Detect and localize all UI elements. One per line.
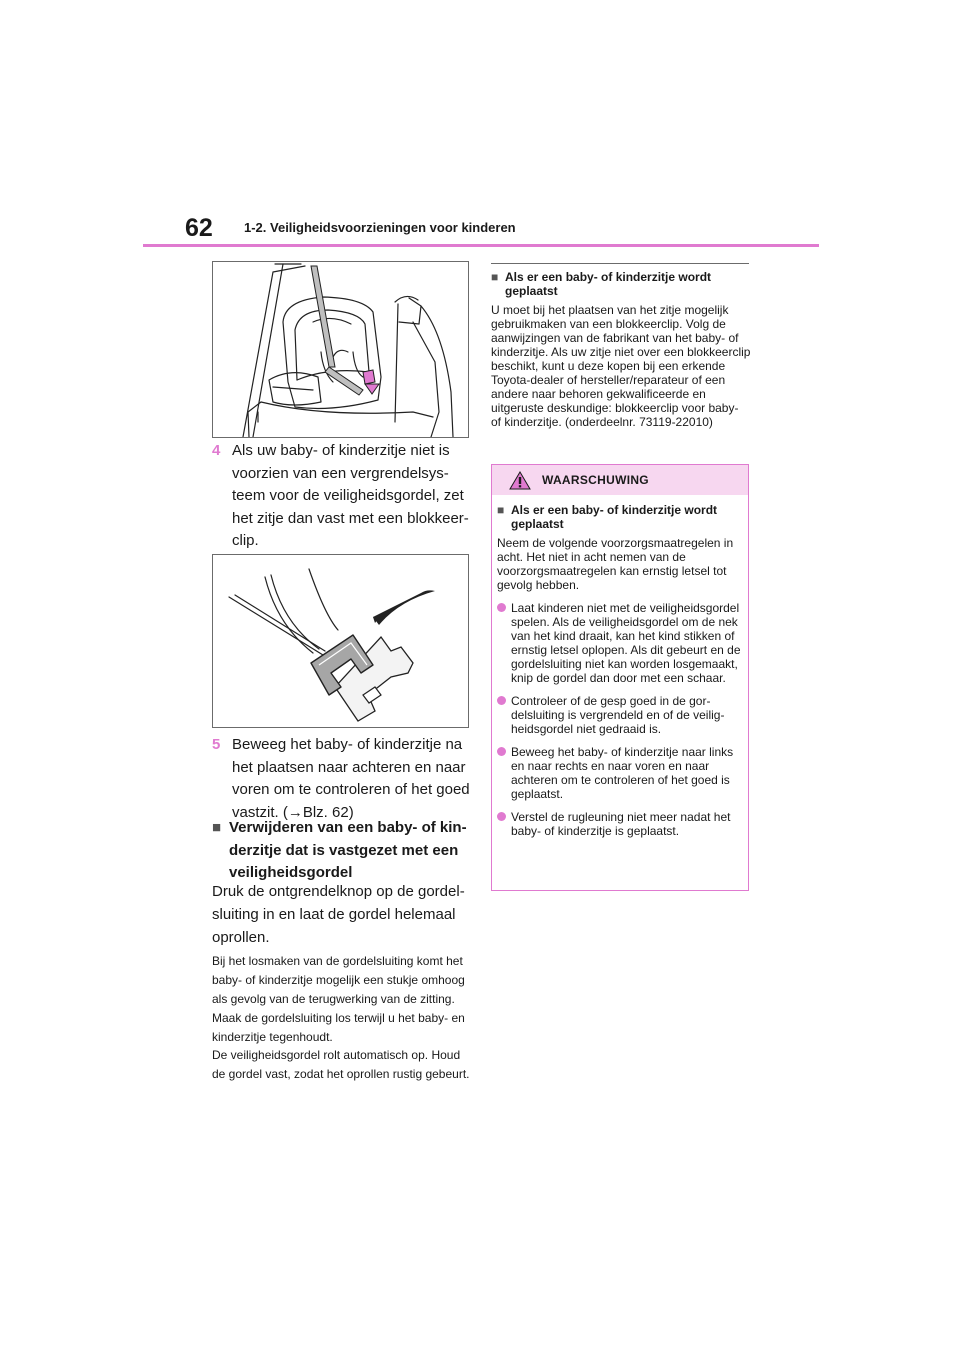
warning-subheading — [497, 503, 744, 531]
round-bullet-icon — [497, 747, 506, 756]
seat-lift-note: Bij het losmaken van de gordelsluiting komt het baby- of kinderzitje mogelijk een stukje omhoog als gevolg van de terugwerking van de zitting. Maak de gordelsluiting los terwijl u het baby- en kinderzitje tegenhoudt. — [212, 954, 465, 1044]
warning-body — [497, 503, 744, 838]
list-item — [497, 745, 744, 801]
locking-clip-info: U moet bij het plaatsen van het zitje mogelijk gebruikmaken van een blokkeerclip. Volg de aanwijzingen van de fabrikant van het baby- of kinderzitje. Als uw zitje niet over een blokkeerclip beschikt, kunt u deze kopen bij een erkende Toyota-dealer of hersteller/reparateur of een andere naar behoren gekwalificeerde en uitgeruste deskundige: blokkeerclip voor baby- of kinderzitje. (onderdeelnr. 73119-22010) — [491, 303, 751, 429]
list-item-text: Laat kinderen niet met de veiligheidsgordel spelen. Als de veiligheidsgordel om de nek van het kind draait, kan het kind stikken of ernstig letsel oplopen. Als dit gebeurt en de gordelsluiting niet kan worden losgemaakt, knip de gordel dan door met een schaar. — [511, 601, 741, 685]
square-bullet-icon: ■ — [491, 270, 499, 284]
warning-box — [491, 464, 749, 891]
step-number: 5 — [212, 736, 221, 753]
step-4 — [212, 440, 470, 553]
square-bullet-icon: ■ — [497, 503, 505, 517]
warning-list — [497, 601, 744, 838]
heading-text: Als er een baby- of kinderzitje wordt geplaatst — [511, 503, 718, 531]
install-seat-heading — [491, 270, 749, 298]
release-instruction: Druk de ontgrendelknop op de gordelsluiting in en laat de gordel helemaal oprollen. — [212, 883, 465, 946]
list-item-text: Beweeg het baby- of kinderzitje naar links en naar rechts en naar voren en naar achteren om te controleren of het goed is geplaatst. — [511, 745, 734, 801]
step-5 — [212, 734, 470, 824]
step-text: Beweeg het baby- of kinderzitje na het plaatsen naar achteren en naar voren om te controleren of het goed vastzit. (→Blz. 62) — [232, 736, 470, 821]
round-bullet-icon — [497, 603, 506, 612]
list-item — [497, 601, 744, 685]
step-text: Als uw baby- of kinderzitje niet is voorzien van een vergrendelsysteem voor de veiligheidsgordel, zet het zitje dan vast met een blokkeerclip. — [232, 442, 469, 549]
warning-title: WAARSCHUWING — [542, 473, 649, 487]
list-item — [497, 694, 744, 736]
list-item-text: Controleer of de gesp goed in de gordelsluiting is vergrendeld en of de veiligheidsgordel niet gedraaid is. — [511, 694, 725, 736]
list-item-text: Verstel de rugleuning niet meer nadat het baby- of kinderzitje is geplaatst. — [511, 810, 731, 838]
round-bullet-icon — [497, 696, 506, 705]
heading-text: Verwijderen van een baby- of kinderzitje dat is vastgezet met een veiligheidsgordel — [229, 819, 467, 881]
retract-note: De veiligheidsgordel rolt automatisch op. Houd de gordel vast, zodat het oprollen rustig gebeurt. — [212, 1048, 470, 1081]
heading-text: Als er een baby- of kinderzitje wordt geplaatst — [505, 270, 712, 298]
page-number: 62 — [185, 214, 213, 242]
warning-triangle-icon — [509, 471, 531, 490]
child-seat-illustration — [212, 261, 469, 438]
list-item — [497, 810, 744, 838]
section-rule — [491, 263, 749, 264]
round-bullet-icon — [497, 812, 506, 821]
locking-clip-illustration — [212, 554, 469, 728]
warning-intro: Neem de volgende voorzorgsmaatregelen in acht. Het niet in acht nemen van de voorzorgsmaatregelen kan ernstig letsel tot gevolg hebben. — [497, 536, 734, 592]
header-rule — [143, 244, 819, 247]
section-title: 1-2. Veiligheidsvoorzieningen voor kinderen — [244, 220, 516, 235]
step-number: 4 — [212, 442, 221, 459]
warning-header — [492, 465, 748, 495]
square-bullet-icon: ■ — [212, 819, 222, 836]
remove-seat-heading — [212, 817, 470, 885]
